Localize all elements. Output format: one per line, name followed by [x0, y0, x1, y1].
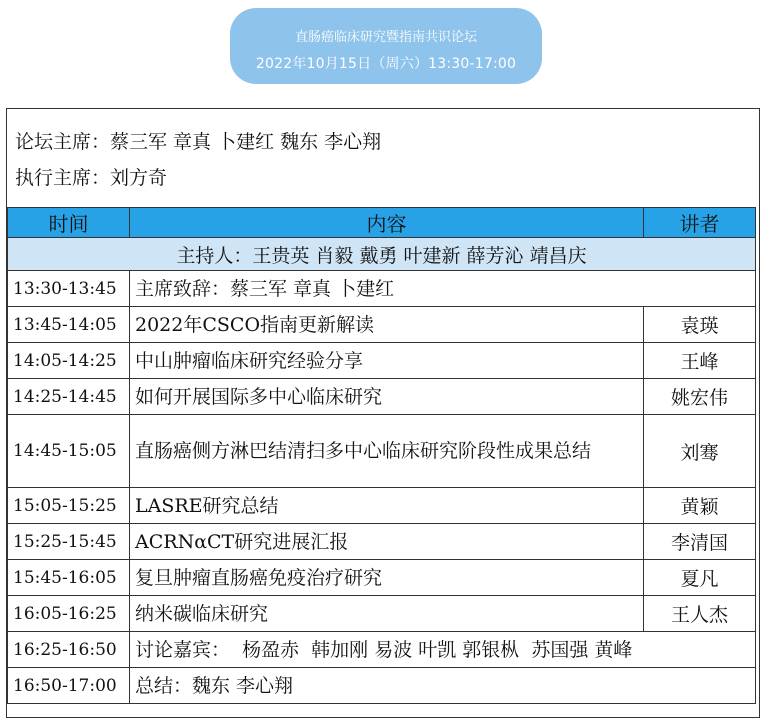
forum-title: 直肠癌临床研究暨指南共识论坛	[294, 30, 477, 45]
row-speaker: 王人杰	[644, 596, 756, 632]
row-content: LASRE研究总结	[130, 488, 644, 524]
table-row	[8, 271, 756, 307]
table-row	[8, 596, 756, 632]
row-time: 13:45-14:05	[8, 307, 130, 343]
row-content: ACRNαCT研究进展汇报	[130, 524, 644, 560]
table-row	[8, 668, 756, 704]
row-time: 15:05-15:25	[8, 488, 130, 524]
row-time: 14:45-15:05	[8, 415, 130, 488]
table-row	[8, 632, 756, 668]
row-content: 总结：魏东 李心翔	[130, 668, 756, 704]
row-time: 15:25-15:45	[8, 524, 130, 560]
row-speaker: 袁瑛	[644, 307, 756, 343]
row-speaker: 夏凡	[644, 560, 756, 596]
table-row	[8, 379, 756, 415]
row-time: 13:30-13:45	[8, 271, 130, 307]
row-speaker: 刘骞	[644, 415, 756, 488]
table-row	[8, 524, 756, 560]
moderator-row	[8, 238, 756, 271]
row-speaker: 王峰	[644, 343, 756, 379]
row-content: 2022年CSCO指南更新解读	[130, 307, 644, 343]
forum-datetime: 2022年10月15日（周六）13:30-17:00	[255, 56, 517, 72]
row-content: 中山肿瘤临床研究经验分享	[130, 343, 644, 379]
forum-banner	[230, 8, 542, 84]
row-speaker: 姚宏伟	[644, 379, 756, 415]
row-time: 14:25-14:45	[8, 379, 130, 415]
moderators: 主持人：王贵英 肖毅 戴勇 叶建新 薛芳沁 靖昌庆	[8, 238, 756, 271]
table-row	[8, 488, 756, 524]
table-row	[8, 560, 756, 596]
agenda-table	[7, 207, 756, 704]
row-time: 15:45-16:05	[8, 560, 130, 596]
row-content: 主席致辞：蔡三军 章真 卜建红	[130, 271, 756, 307]
header-content: 内容	[130, 208, 644, 238]
row-content: 复旦肿瘤直肠癌免疫治疗研究	[130, 560, 644, 596]
row-content: 直肠癌侧方淋巴结清扫多中心临床研究阶段性成果总结	[130, 415, 644, 488]
row-time: 16:25-16:50	[8, 632, 130, 668]
chairs-section	[0, 108, 766, 208]
row-time: 16:05-16:25	[8, 596, 130, 632]
row-time: 14:05-14:25	[8, 343, 130, 379]
table-row	[8, 343, 756, 379]
row-content: 讨论嘉宾： 杨盈赤 韩加刚 易波 叶凯 郭银枞 苏国强 黄峰	[130, 632, 756, 668]
row-content: 如何开展国际多中心临床研究	[130, 379, 644, 415]
row-content: 纳米碳临床研究	[130, 596, 644, 632]
header-speaker: 讲者	[644, 208, 756, 238]
row-speaker: 李清国	[644, 524, 756, 560]
executive-chair-line: 执行主席：刘方奇	[15, 167, 168, 189]
forum-chair-line: 论坛主席：蔡三军 章真 卜建红 魏东 李心翔	[15, 131, 382, 153]
header-time: 时间	[8, 208, 130, 238]
row-time: 16:50-17:00	[8, 668, 130, 704]
table-row	[8, 415, 756, 488]
table-header-row	[8, 208, 756, 238]
row-speaker: 黄颖	[644, 488, 756, 524]
table-row	[8, 307, 756, 343]
